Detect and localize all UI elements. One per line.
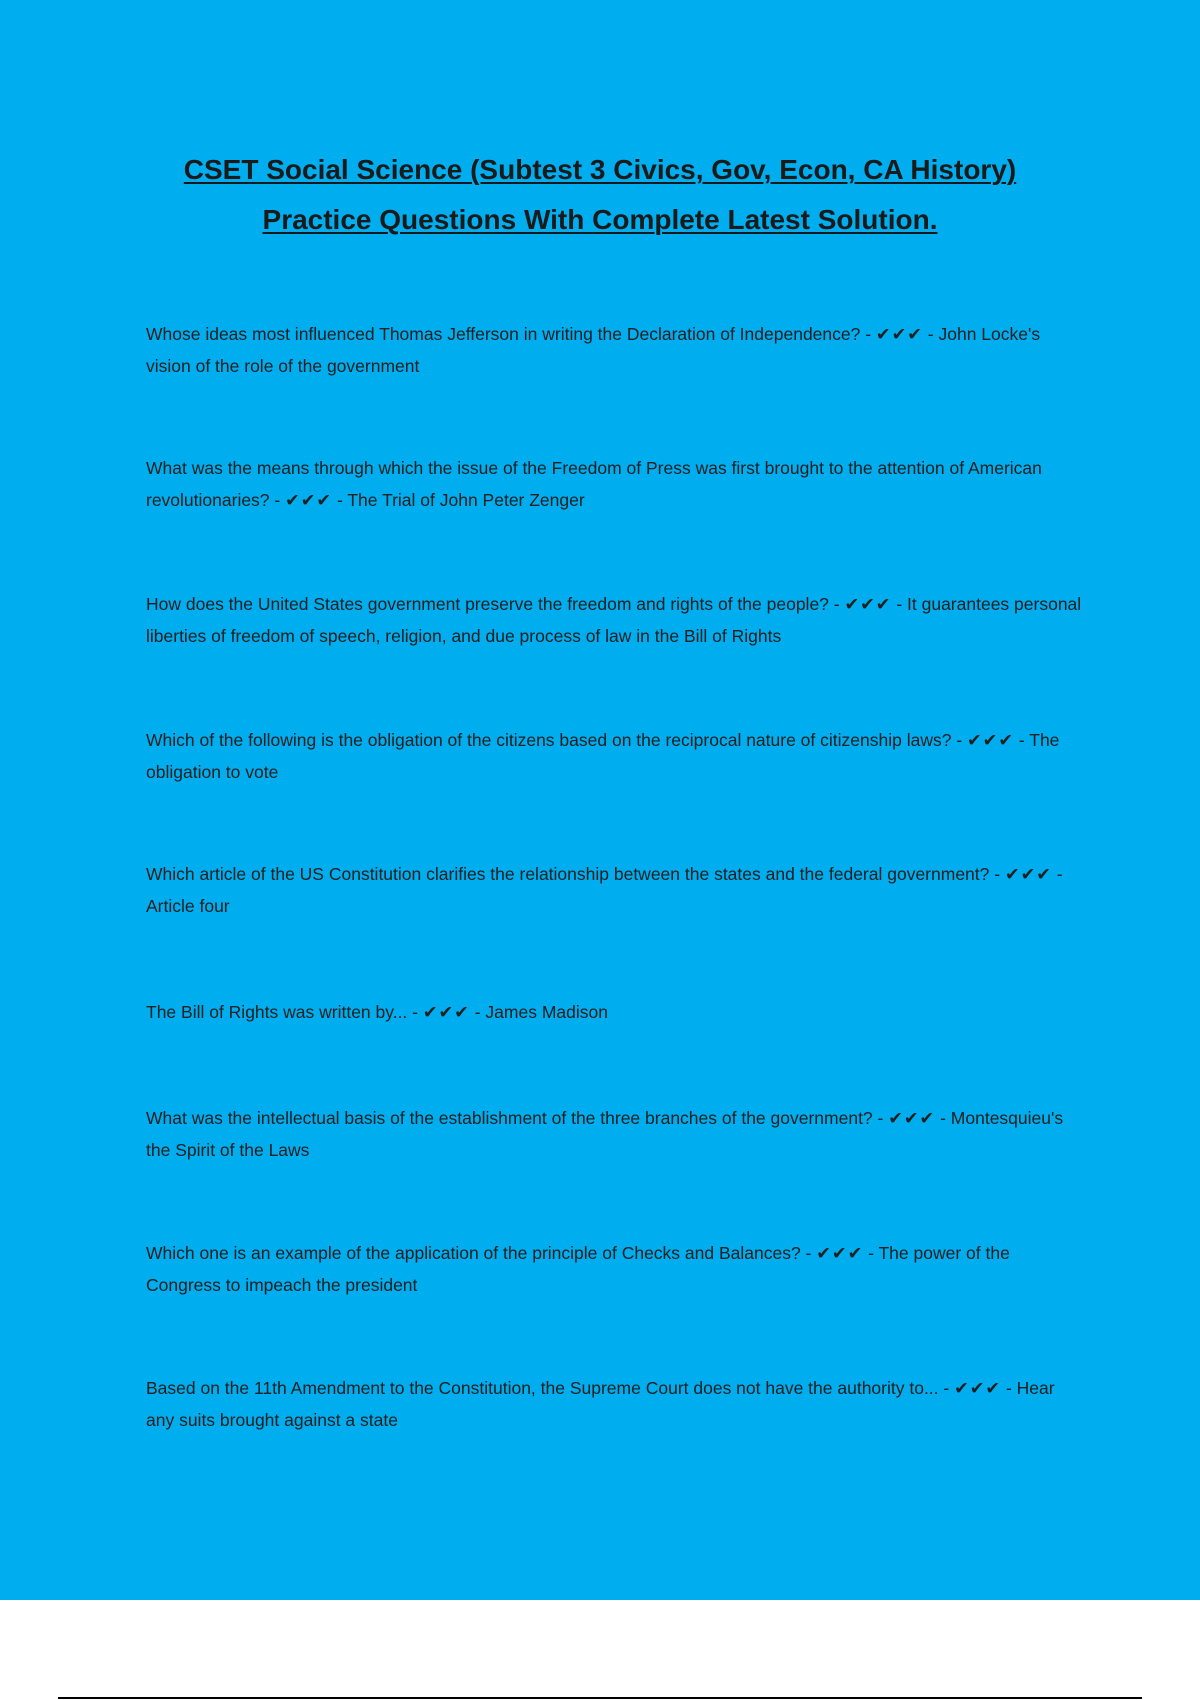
answer-text: - Hear any suits brought against a state (146, 1378, 1055, 1430)
checkmark-icon: ✔✔✔ (844, 594, 892, 614)
qa-item-6 (146, 996, 1086, 1028)
answer-text: - Montesquieu's the Spirit of the Laws (146, 1108, 1064, 1160)
title-line-2: Practice Questions With Complete Latest Solution. (262, 204, 938, 235)
qa-item-7 (146, 1102, 1086, 1166)
qa-item-1 (146, 318, 1086, 382)
answer-text: - Article four (146, 864, 1063, 916)
checkmark-icon: ✔✔✔ (422, 1002, 470, 1022)
checkmark-icon: ✔✔✔ (816, 1243, 864, 1263)
question-text: Which article of the US Constitution clarifies the relationship between the states and the federal government? - (146, 864, 1005, 884)
question-text: Which one is an example of the application of the principle of Checks and Balances? - (146, 1243, 817, 1263)
qa-item-9 (146, 1372, 1086, 1436)
question-text: Whose ideas most influenced Thomas Jefferson in writing the Declaration of Independence? - (146, 324, 876, 344)
qa-item-2 (146, 452, 1086, 516)
question-text: Which of the following is the obligation of the citizens based on the reciprocal nature of citizenship laws? - (146, 730, 968, 750)
answer-text: - The obligation to vote (146, 730, 1060, 782)
qa-item-4 (146, 724, 1086, 788)
qa-item-5 (146, 858, 1086, 922)
answer-text: - John Locke's vision of the role of the government (146, 324, 1041, 376)
checkmark-icon: ✔✔✔ (967, 730, 1015, 750)
question-text: Based on the 11th Amendment to the Constitution, the Supreme Court does not have the authority to... - (146, 1378, 955, 1398)
question-text: What was the means through which the issue of the Freedom of Press was first brought to the attention of American revolutionaries? - (146, 458, 1042, 510)
qa-item-8 (146, 1237, 1086, 1301)
footer-divider (58, 1697, 1142, 1699)
question-text: The Bill of Rights was written by... - (146, 1002, 423, 1022)
checkmark-icon: ✔✔✔ (888, 1108, 936, 1128)
checkmark-icon: ✔✔✔ (1004, 864, 1052, 884)
document-title (130, 145, 1070, 245)
answer-text: - James Madison (469, 1002, 608, 1022)
answer-text: - It guarantees personal liberties of freedom of speech, religion, and due process of law in the Bill of Rights (146, 594, 1082, 646)
title-line-1: CSET Social Science (Subtest 3 Civics, Gov, Econ, CA History) (183, 154, 1017, 185)
question-text: What was the intellectual basis of the establishment of the three branches of the government? - (146, 1108, 889, 1128)
checkmark-icon: ✔✔✔ (875, 324, 923, 344)
page-bottom-margin (0, 1600, 1200, 1700)
checkmark-icon: ✔✔✔ (285, 490, 333, 510)
answer-text: - The power of the Congress to impeach the president (146, 1243, 1010, 1295)
checkmark-icon: ✔✔✔ (954, 1378, 1002, 1398)
answer-text: - The Trial of John Peter Zenger (332, 490, 585, 510)
qa-item-3 (146, 588, 1086, 652)
question-text: How does the United States government preserve the freedom and rights of the people? - (146, 594, 845, 614)
